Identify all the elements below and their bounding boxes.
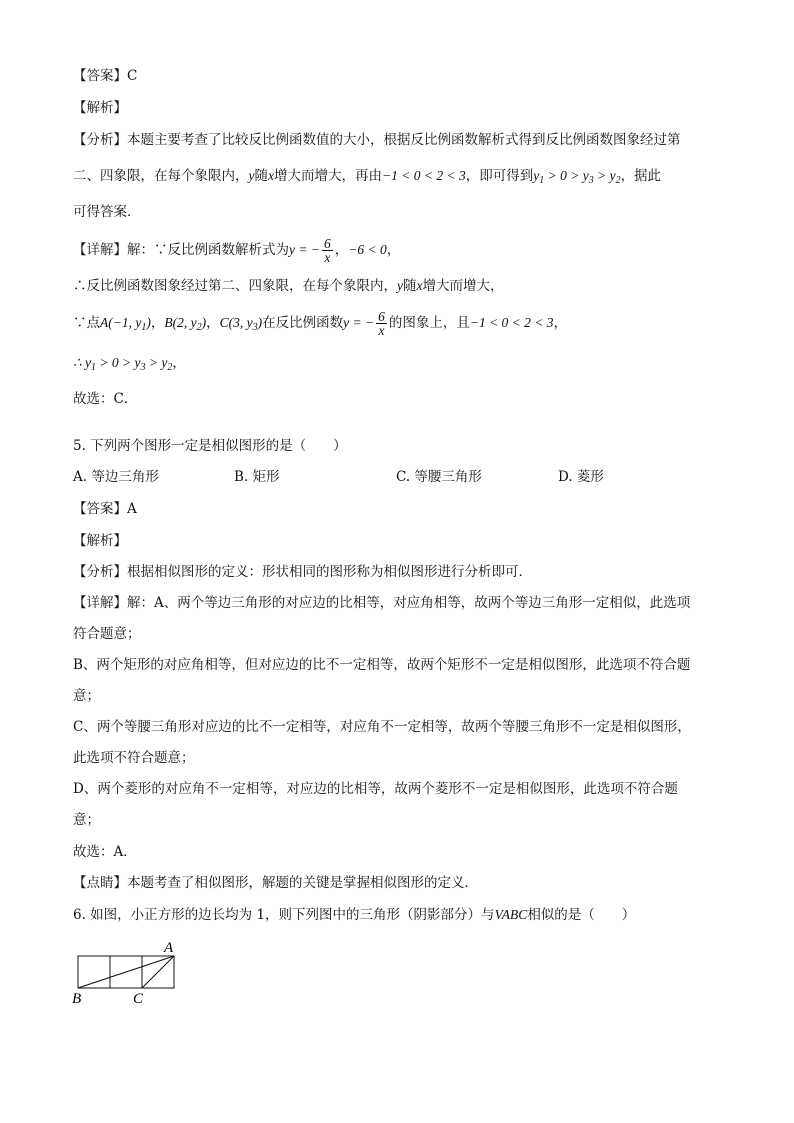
q5-dianjing: 【点睛】本题考查了相似图形，解题的关键是掌握相似图形的定义． — [73, 875, 478, 891]
q4-fenxi-line2: 二、四象限，在每个象限内，y随x增大而增大，再由−1 < 0 < 2 < 3，即可得到$y_1 > 0 > y_3 > y_2$，据此 — [73, 168, 662, 186]
q4-fenxi-line3: 可得答案． — [73, 204, 141, 220]
q5-detail-line3: B、两个矩形的对应角相等，但对应边的比不一定相等，故两个矩形不一定是相似图形，此选项不符合题 — [73, 657, 691, 673]
q5-detail-line2: 符合题意； — [73, 626, 141, 642]
segment-ca — [142, 956, 174, 988]
q5-detail-line5: C、两个等腰三角形对应边的比不一定相等，对应角不一定相等，故两个等腰三角形不一定是相似图形， — [73, 719, 691, 735]
q5-choose: 故选：A． — [73, 844, 137, 860]
q5-question: 5. 下列两个图形一定是相似图形的是（ ） — [73, 438, 347, 454]
q4-fenxi-line1: 【分析】本题主要考查了比较反比例函数值的大小，根据反比例函数解析式得到反比例函数图象经过第 — [73, 132, 681, 148]
q5-jiexi: 【解析】 — [73, 533, 127, 549]
q5-option-a: A. 等边三角形 — [73, 469, 159, 485]
label-a: A — [164, 940, 174, 956]
q5-detail-line4: 意； — [73, 688, 100, 704]
q5-detail-line6: 此选项不符合题意； — [73, 750, 195, 766]
q4-choose: 故选：C． — [73, 391, 138, 407]
q4-detail-line4: ∴ $y_1 > 0 > y_3 > y_2$， — [73, 355, 186, 373]
grid-figure — [66, 935, 196, 1007]
q5-option-b: B. 矩形 — [234, 469, 280, 485]
q5-option-c: C. 等腰三角形 — [396, 469, 482, 485]
q5-detail-line8: 意； — [73, 812, 100, 828]
q5-fenxi: 【分析】根据相似图形的定义：形状相同的图形称为相似图形进行分析即可． — [73, 564, 532, 580]
q6-question: 6. 如图，小正方形的边长均为 1，则下列图中的三角形（阴影部分）与VABC相似的是（ ） — [73, 907, 636, 923]
label-c: C — [133, 991, 144, 1007]
q4-answer: 【答案】C — [73, 68, 138, 84]
label-b: B — [72, 991, 82, 1007]
q5-option-d: D. 菱形 — [558, 469, 604, 485]
q4-detail-line2: ∴反比例函数图象经过第二、四象限，在每个象限内，y随x增大而增大， — [73, 278, 504, 294]
segment-ba — [78, 956, 174, 988]
q5-answer: 【答案】A — [73, 501, 137, 517]
q4-detail-line3: ∵点A(−1, $y_1$)，B(2, $y_2$)，C(3, $y_3$)在反比例函数y = − $\frac{6}{x}$ 的图象上，且−1 < 0 < 2 < 3， — [73, 309, 568, 338]
q5-detail-line7: D、两个菱形的对应角不一定相等，对应边的比相等，故两个菱形不一定是相似图形，此选项不符合题 — [73, 781, 678, 797]
q4-detail-line1: 【详解】解：∵反比例函数解析式为y = − $\frac{6}{x}$ ，−6 < 0， — [73, 236, 401, 265]
q5-detail-line1: 【详解】解：A、两个等边三角形的对应边的比相等，对应角相等，故两个等边三角形一定相似，此选项 — [73, 595, 691, 611]
q4-jiexi: 【解析】 — [73, 100, 127, 116]
